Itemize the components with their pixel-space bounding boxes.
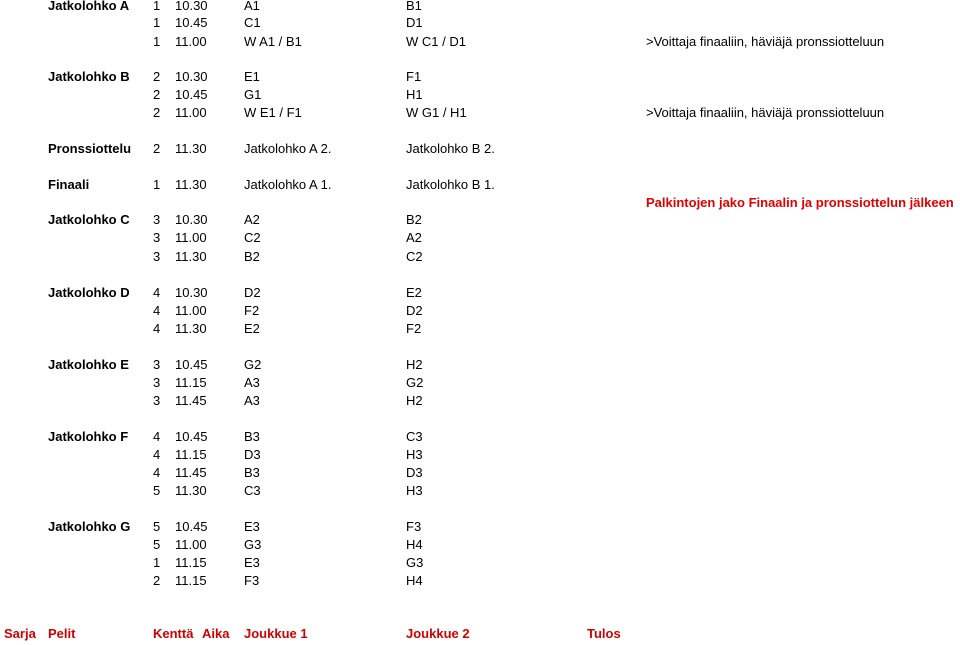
team-1: W A1 / B1 [244, 34, 302, 49]
field-number: 5 [153, 519, 161, 534]
match-row [0, 230, 960, 246]
header-sarja: Sarja [4, 626, 36, 641]
match-row [0, 69, 960, 85]
group-label: Pronssiottelu [48, 141, 132, 156]
match-row [0, 0, 960, 14]
match-time: 11.45 [175, 465, 207, 480]
match-time: 11.15 [175, 555, 207, 570]
field-number: 2 [153, 69, 161, 84]
match-time: 10.45 [175, 357, 208, 372]
match-time: 11.30 [175, 483, 207, 498]
team-2: D3 [406, 465, 423, 480]
match-row [0, 105, 960, 121]
team-1: D3 [244, 447, 261, 462]
team-1: B3 [244, 465, 260, 480]
header-joukkue2: Joukkue 2 [406, 626, 470, 641]
team-2: H4 [406, 573, 423, 588]
match-row [0, 34, 960, 50]
team-1: C3 [244, 483, 261, 498]
team-1: G2 [244, 357, 262, 372]
team-1: C2 [244, 230, 261, 245]
match-row [0, 357, 960, 373]
team-1: W E1 / F1 [244, 105, 302, 120]
team-2: G3 [406, 555, 424, 570]
award-note: Palkintojen jako Finaalin ja pronssiottelun jälkeen [646, 195, 954, 210]
team-1: A1 [244, 0, 260, 13]
match-time: 11.00 [175, 537, 207, 552]
field-number: 4 [153, 429, 161, 444]
team-2: W G1 / H1 [406, 105, 467, 120]
match-note: >Voittaja finaaliin, häviäjä pronssiotteluun [646, 34, 885, 49]
field-number: 1 [153, 555, 161, 570]
field-number: 3 [153, 249, 161, 264]
column-header-row [0, 626, 960, 642]
match-time: 11.30 [175, 249, 207, 264]
match-time: 11.15 [175, 447, 207, 462]
group-label: Jatkolohko F [48, 429, 129, 444]
team-2: D2 [406, 303, 423, 318]
team-2: H3 [406, 483, 423, 498]
field-number: 2 [153, 87, 161, 102]
match-time: 10.45 [175, 519, 208, 534]
match-row [0, 573, 960, 589]
team-2: H1 [406, 87, 423, 102]
team-2: E2 [406, 285, 422, 300]
header-aika: Aika [202, 626, 230, 641]
team-1: D2 [244, 285, 261, 300]
team-2: F1 [406, 69, 422, 84]
group-label: Finaali [48, 177, 90, 192]
match-time: 10.30 [175, 285, 208, 300]
match-row [0, 555, 960, 571]
match-row [0, 303, 960, 319]
match-time: 10.45 [175, 429, 208, 444]
team-2: Jatkolohko B 1. [406, 177, 495, 192]
team-2: G2 [406, 375, 424, 390]
group-label: Jatkolohko B [48, 69, 130, 84]
match-time: 11.00 [175, 34, 207, 49]
match-row [0, 321, 960, 337]
field-number: 1 [153, 0, 161, 13]
team-1: C1 [244, 15, 261, 30]
match-time: 10.30 [175, 212, 208, 227]
field-number: 4 [153, 321, 161, 336]
team-1: B3 [244, 429, 260, 444]
field-number: 3 [153, 212, 161, 227]
match-row [0, 537, 960, 553]
team-2: H4 [406, 537, 423, 552]
match-time: 10.45 [175, 87, 208, 102]
team-2: F3 [406, 519, 422, 534]
team-2: H2 [406, 357, 423, 372]
field-number: 5 [153, 483, 161, 498]
field-number: 2 [153, 141, 161, 156]
match-time: 11.45 [175, 393, 207, 408]
field-number: 5 [153, 537, 161, 552]
group-label: Jatkolohko D [48, 285, 130, 300]
team-2: D1 [406, 15, 423, 30]
group-label: Jatkolohko G [48, 519, 131, 534]
team-1: A2 [244, 212, 260, 227]
match-note: >Voittaja finaaliin, häviäjä pronssiotteluun [646, 105, 885, 120]
field-number: 1 [153, 177, 161, 192]
match-time: 10.30 [175, 69, 208, 84]
header-tulos: Tulos [587, 626, 621, 641]
team-2: C2 [406, 249, 423, 264]
header-kentta: Kenttä [153, 626, 194, 641]
match-time: 11.00 [175, 105, 207, 120]
match-row [0, 393, 960, 409]
team-1: B2 [244, 249, 260, 264]
match-time: 11.15 [175, 375, 207, 390]
match-row [0, 141, 960, 157]
group-label: Jatkolohko A [48, 0, 130, 13]
field-number: 2 [153, 105, 161, 120]
group-label: Jatkolohko E [48, 357, 129, 372]
field-number: 4 [153, 465, 161, 480]
field-number: 4 [153, 447, 161, 462]
field-number: 1 [153, 34, 161, 49]
match-time: 11.00 [175, 303, 207, 318]
field-number: 3 [153, 357, 161, 372]
header-pelit: Pelit [48, 626, 76, 641]
field-number: 2 [153, 573, 161, 588]
team-2: Jatkolohko B 2. [406, 141, 495, 156]
field-number: 4 [153, 285, 161, 300]
match-row [0, 483, 960, 499]
match-row [0, 249, 960, 265]
team-2: W C1 / D1 [406, 34, 466, 49]
field-number: 3 [153, 375, 161, 390]
team-1: Jatkolohko A 2. [244, 141, 332, 156]
match-row [0, 212, 960, 228]
field-number: 3 [153, 230, 161, 245]
team-1: G3 [244, 537, 262, 552]
team-1: A3 [244, 393, 260, 408]
team-2: A2 [406, 230, 422, 245]
match-time: 10.45 [175, 15, 208, 30]
match-time: 11.30 [175, 177, 207, 192]
match-row [0, 177, 960, 193]
team-2: B1 [406, 0, 422, 13]
team-1: F3 [244, 573, 260, 588]
group-label: Jatkolohko C [48, 212, 130, 227]
team-1: Jatkolohko A 1. [244, 177, 332, 192]
header-joukkue1: Joukkue 1 [244, 626, 308, 641]
match-row [0, 87, 960, 103]
match-time: 11.00 [175, 230, 207, 245]
team-1: E3 [244, 555, 260, 570]
match-row [0, 429, 960, 445]
field-number: 1 [153, 15, 161, 30]
match-time: 10.30 [175, 0, 208, 13]
match-row [0, 15, 960, 31]
team-1: E3 [244, 519, 260, 534]
team-1: A3 [244, 375, 260, 390]
team-2: H2 [406, 393, 423, 408]
team-2: F2 [406, 321, 422, 336]
match-time: 11.15 [175, 573, 207, 588]
team-1: E2 [244, 321, 260, 336]
match-row [0, 519, 960, 535]
match-row [0, 447, 960, 463]
match-time: 11.30 [175, 141, 207, 156]
field-number: 4 [153, 303, 161, 318]
match-row [0, 285, 960, 301]
team-2: H3 [406, 447, 423, 462]
match-time: 11.30 [175, 321, 207, 336]
team-2: C3 [406, 429, 423, 444]
team-1: F2 [244, 303, 260, 318]
team-1: G1 [244, 87, 262, 102]
team-2: B2 [406, 212, 422, 227]
team-1: E1 [244, 69, 260, 84]
match-row [0, 375, 960, 391]
match-row [0, 465, 960, 481]
field-number: 3 [153, 393, 161, 408]
